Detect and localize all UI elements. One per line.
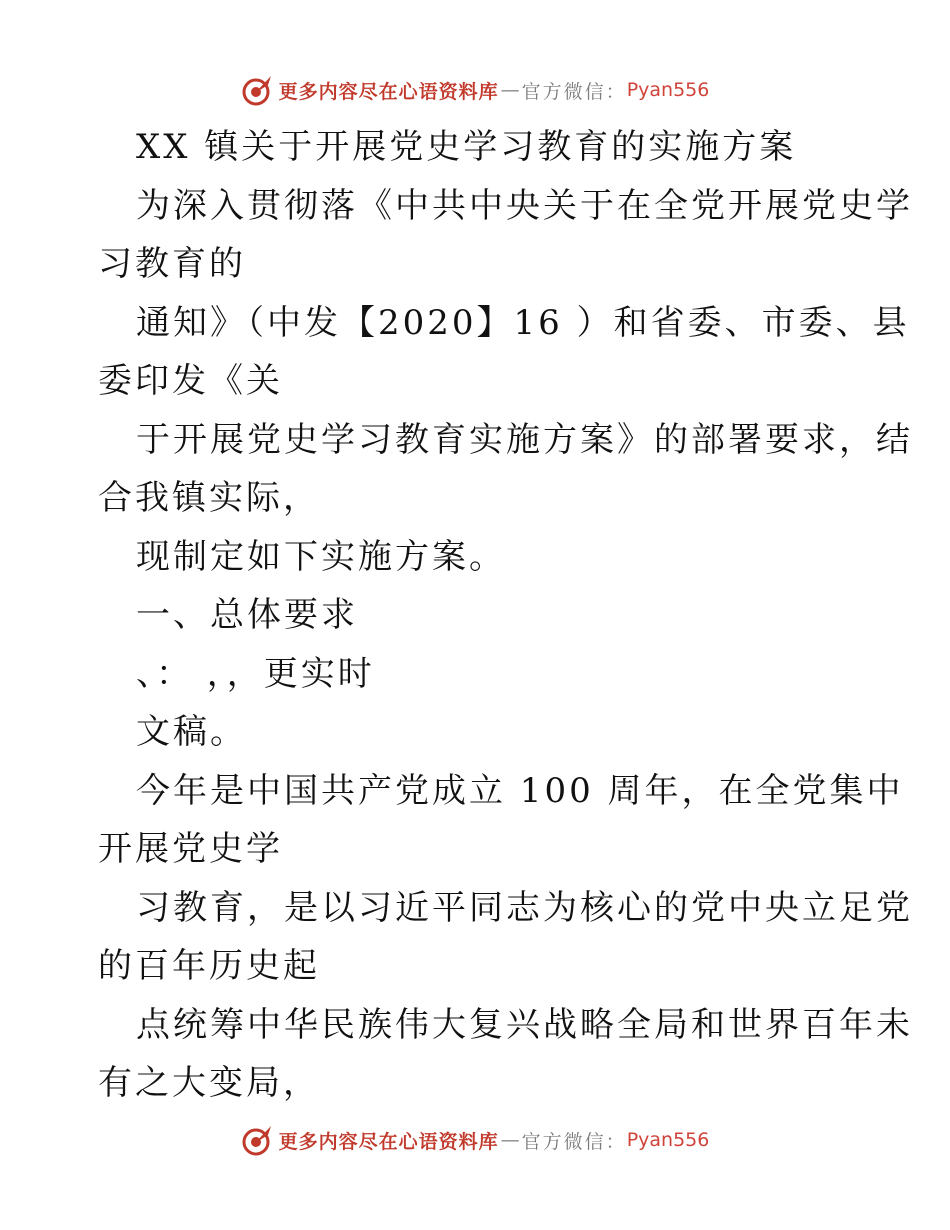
wechat-label: 官方微信： (521, 80, 627, 103)
text-line: 开展党史学 (98, 829, 283, 869)
promo-text: 更多内容尽在心语资料库 (278, 80, 499, 103)
text-line: 习教育，是以习近平同志为核心的党中央立足党 (136, 887, 913, 928)
text-line: 一、总体要求 (136, 595, 358, 635)
text-line: 文稿。 (136, 712, 247, 752)
separator-dash: — (500, 79, 520, 101)
footer-banner (0, 1120, 950, 1160)
text-line: 于开展党史学习教育实施方案》的部署要求，结 (136, 419, 913, 460)
quill-logo-icon (241, 73, 275, 107)
wechat-account: Pyan556 (626, 1129, 710, 1151)
text-line: 点统筹中华民族伟大复兴战略全局和世界百年未 (136, 1004, 913, 1045)
text-line: 为深入贯彻落《中共中央关于在全党开展党史学 (136, 185, 913, 226)
text-line: 习教育的 (98, 244, 246, 284)
text-line: 合我镇实际， (98, 478, 320, 518)
document-body (98, 118, 913, 1113)
text-line: 今年是中国共产党成立 100 周年，在全党集中 (136, 770, 904, 811)
header-banner (0, 70, 950, 110)
text-line: 有之大变局， (98, 1063, 320, 1103)
wechat-account: Pyan556 (626, 79, 710, 101)
text-line: 通知》（中发【2020】16 ）和省委、市委、县 (136, 302, 910, 343)
text-line: 的百年历史起 (98, 946, 320, 986)
promo-text: 更多内容尽在心语资料库 (278, 1130, 499, 1153)
quill-logo-icon (241, 1123, 275, 1157)
text-line: 、： ，，更实时 (136, 653, 375, 694)
text-line: XX 镇关于开展党史学习教育的实施方案 (136, 127, 797, 167)
wechat-label: 官方微信： (521, 1130, 627, 1153)
text-line: 现制定如下实施方案。 (136, 536, 506, 577)
text-line: 委印发《关 (98, 361, 283, 401)
separator-dash: — (500, 1129, 520, 1151)
